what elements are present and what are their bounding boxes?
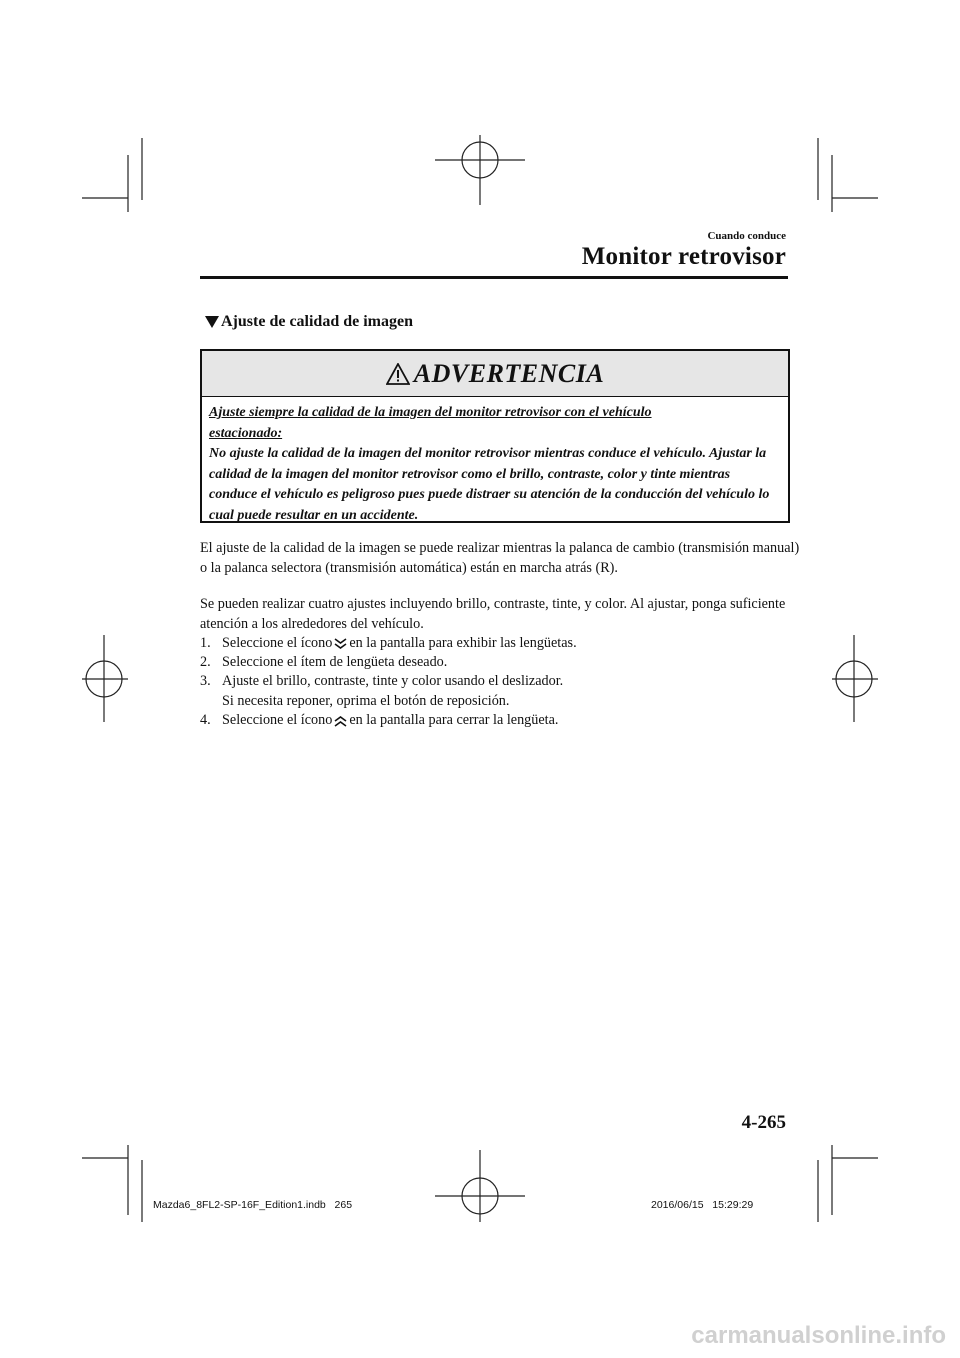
section-title-text: Ajuste de calidad de imagen [221,313,413,330]
footer-file: Mazda6_8FL2-SP-16F_Edition1.indb 265 [153,1199,353,1211]
section-title [205,313,413,331]
step-text: en la pantalla para exhibir las lengüetas. [349,635,577,651]
list-item [200,672,800,691]
step-number: 1. [200,635,211,651]
warning-text [209,403,779,526]
list-item [200,634,800,653]
step-text: Seleccione el ítem de lengüeta deseado. [222,654,448,671]
paragraph-2: Se pueden realizar cuatro ajustes incluyendo brillo, contraste, tinte, y color. Al ajustar, ponga suficiente atención a los alrededores del vehículo. [200,596,786,632]
list-item [200,653,800,672]
warning-line1: Ajuste siempre la calidad de la imagen del monitor retrovisor con el vehículo [209,405,652,420]
footer-timestamp: 2016/06/15 15:29:29 [651,1199,754,1211]
step-text: Seleccione el ícono [222,635,333,651]
header-title: Monitor retrovisor [581,243,786,270]
chevron-double-up-icon [333,715,348,727]
steps-list [200,634,800,730]
warning-body: No ajuste la calidad de la imagen del monitor retrovisor mientras conduce el vehículo. Ajustar la calidad de la imagen del monitor retrovisor como el brillo, contraste, color y tinte mientras conduce el vehículo es peligroso pues puede distraer su atención de la conducción del vehículo lo cual puede resultar en un accidente. [209,446,770,523]
watermark: carmanualsonline.info [691,1322,946,1349]
step-text: Ajuste el brillo, contraste, tinte y color usando el deslizador. [222,673,564,690]
warning-header [202,351,788,397]
step-number: 4. [200,711,211,728]
header-section: Cuando conduce [707,230,786,242]
triangle-down-icon [205,316,219,328]
warning-line2: estacionado: [209,425,283,441]
step-text: en la pantalla para cerrar la lengüeta. [349,711,559,728]
page-number: 4-265 [741,1112,786,1133]
step-number: 3. [200,673,211,690]
warning-title: ADVERTENCIA [413,358,605,388]
chevron-double-down-icon [333,638,348,650]
step-number: 2. [200,654,211,671]
header-rule [200,276,788,279]
list-item [200,711,800,730]
paragraph-1: El ajuste de la calidad de la imagen se puede realizar mientras la palanca de cambio (transmisión manual) o la palanca selectora (transmisión automática) están en marcha atrás (R). [200,540,800,576]
step-subtext: Si necesita reponer, oprima el botón de reposición. [222,692,510,709]
warning-triangle-icon [386,363,410,385]
step-text: Seleccione el ícono [222,711,333,728]
